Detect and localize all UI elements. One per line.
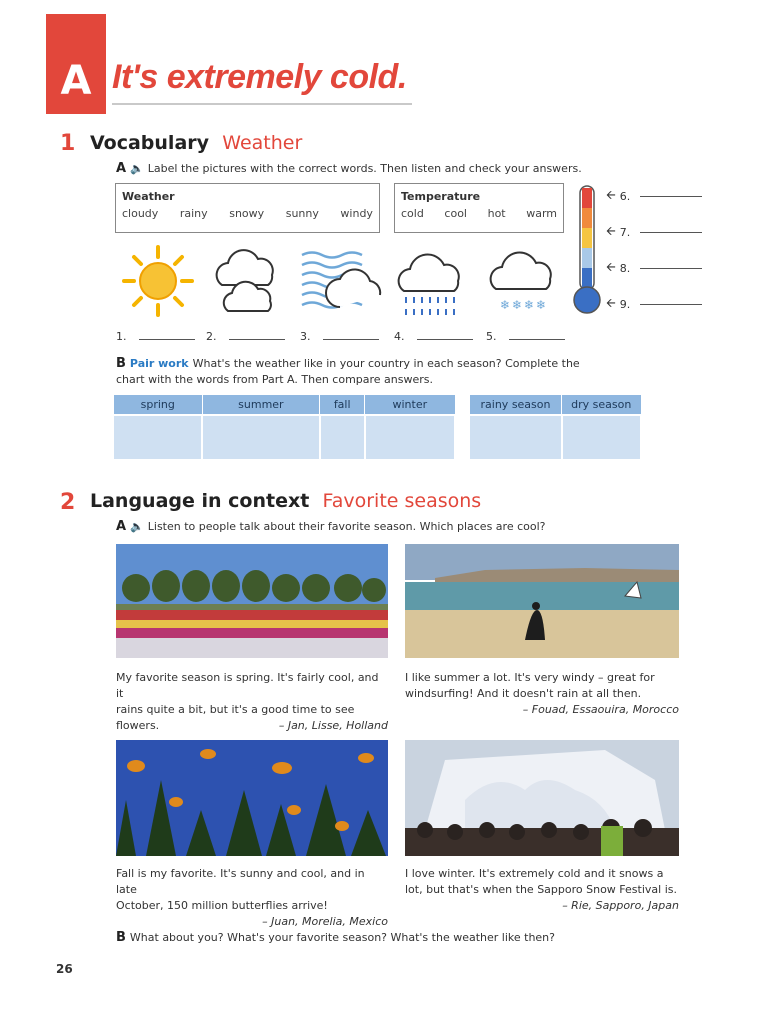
- temp-label-8: [606, 258, 702, 279]
- answer-blank-4[interactable]: [417, 339, 473, 340]
- partA-letter: A: [116, 519, 127, 534]
- partA-letter: A: [116, 161, 127, 176]
- caption-spring: [116, 670, 388, 734]
- partB-letter: B: [116, 930, 126, 945]
- section2-subtitle: Favorite seasons: [322, 490, 482, 512]
- word-cold: cold: [401, 207, 424, 220]
- unit-badge: [46, 14, 106, 114]
- caption-spring-line2: rains quite a bit, but it's a good time to see: [116, 703, 355, 716]
- temp-number-7: 7.: [619, 226, 631, 239]
- word-hot: hot: [487, 207, 506, 220]
- weather-words: [122, 207, 373, 220]
- caption-spring-line1: My favorite season is spring. It's fairly cool, and it: [116, 671, 379, 700]
- unit-letter: A: [60, 58, 92, 104]
- audio-speaker-icon[interactable]: 🔈: [130, 520, 144, 533]
- temperature-word-box: [394, 183, 564, 233]
- caption-winter: [405, 866, 679, 914]
- arrow-left-icon: 🡨: [606, 296, 616, 310]
- section2-number: 2: [60, 490, 76, 515]
- word-warm: warm: [526, 207, 557, 220]
- answer-blank-3[interactable]: [323, 339, 379, 340]
- svg-text:❄: ❄: [512, 298, 523, 312]
- picture-label-2: [206, 330, 285, 343]
- picture-label-1: [116, 330, 195, 343]
- partB-line1: What's the weather like in your country in each season? Complete the: [192, 357, 580, 370]
- sunny-icon: [122, 245, 194, 317]
- word-cool: cool: [444, 207, 467, 220]
- title-divider: [112, 103, 412, 105]
- picture-number-4: 4.: [394, 330, 405, 343]
- windy-icon: [300, 245, 382, 317]
- caption-winter-line2: lot, but that's when the Sapporo Snow Festival is.: [405, 883, 677, 896]
- section1-partB-instruction: [116, 356, 580, 388]
- audio-speaker-icon[interactable]: 🔈: [130, 162, 144, 175]
- picture-label-3: [300, 330, 379, 343]
- section2-partA-text: Listen to people talk about their favorite season. Which places are cool?: [147, 520, 546, 533]
- cloudy-icon: [206, 245, 286, 317]
- temp-blank-8[interactable]: [640, 268, 702, 269]
- picture-number-2: 2.: [206, 330, 217, 343]
- season-header-spring: spring: [114, 395, 202, 415]
- season-header-dry: dry season: [562, 395, 641, 415]
- section2-title: [90, 490, 481, 512]
- picture-number-3: 3.: [300, 330, 311, 343]
- arrow-left-icon: 🡨: [606, 224, 616, 238]
- section2-partB-text: What about you? What's your favorite season? What's the weather like then?: [129, 931, 555, 944]
- snowy-icon: [486, 245, 566, 317]
- lesson-title: It's extremely cold.: [112, 58, 407, 96]
- caption-spring-signature: – Jan, Lisse, Holland: [278, 719, 388, 732]
- caption-summer-signature: – Fouad, Essaouira, Morocco: [522, 703, 679, 716]
- butterflies-photo: [116, 740, 388, 856]
- season-header-fall: fall: [320, 395, 365, 415]
- svg-text:❄: ❄: [500, 298, 511, 312]
- season-cell-dry[interactable]: [562, 415, 641, 459]
- temp-label-7: [606, 222, 702, 243]
- tulip-field-photo: [116, 544, 388, 658]
- temp-number-6: 6.: [619, 190, 631, 203]
- caption-summer-line2: windsurfing! And it doesn't rain at all then.: [405, 687, 642, 700]
- pair-work-label: Pair work: [129, 357, 189, 370]
- caption-winter-signature: – Rie, Sapporo, Japan: [562, 899, 679, 912]
- partA-text: Label the pictures with the correct words. Then listen and check your answers.: [147, 162, 582, 175]
- picture-number-5: 5.: [486, 330, 497, 343]
- section2-partA-instruction: [116, 519, 546, 534]
- section1-title: [90, 132, 302, 154]
- season-cell-winter[interactable]: [365, 415, 455, 459]
- snow-festival-photo: [405, 740, 679, 856]
- section1-subtitle: Weather: [222, 132, 303, 154]
- season-header-rainy: rainy season: [470, 395, 562, 415]
- answer-blank-5[interactable]: [509, 339, 565, 340]
- temp-blank-9[interactable]: [640, 304, 702, 305]
- season-cell-rainy[interactable]: [470, 415, 562, 459]
- temperature-box-heading: Temperature: [401, 190, 481, 203]
- arrow-left-icon: 🡨: [606, 188, 616, 202]
- word-rainy: rainy: [179, 207, 208, 220]
- caption-fall-signature: – Juan, Morelia, Mexico: [262, 915, 388, 928]
- arrow-left-icon: 🡨: [606, 260, 616, 274]
- svg-text:❄: ❄: [536, 298, 547, 312]
- picture-label-5: [486, 330, 565, 343]
- caption-summer: [405, 670, 679, 718]
- word-snowy: snowy: [229, 207, 265, 220]
- beach-photo: [405, 544, 679, 658]
- rainy-icon: [394, 245, 474, 319]
- season-cell-spring[interactable]: [114, 415, 202, 459]
- section1-title-text: Vocabulary: [90, 132, 210, 154]
- section2-title-text: Language in context: [90, 490, 310, 512]
- partB-letter: B: [116, 356, 126, 371]
- caption-fall-line1: Fall is my favorite. It's sunny and cool, and in late: [116, 867, 365, 896]
- temp-number-8: 8.: [619, 262, 631, 275]
- picture-number-1: 1.: [116, 330, 127, 343]
- temp-number-9: 9.: [619, 298, 631, 311]
- section2-partB-instruction: [116, 930, 555, 945]
- caption-summer-line1: I like summer a lot. It's very windy – great for: [405, 671, 655, 684]
- season-chart: [114, 395, 456, 459]
- svg-text:❄: ❄: [524, 298, 535, 312]
- weather-word-box: [115, 183, 380, 233]
- page-number: 26: [56, 962, 73, 976]
- temp-label-6: [606, 186, 702, 207]
- temp-label-9: [606, 294, 702, 315]
- caption-fall-line2: October, 150 million butterflies arrive!: [116, 899, 328, 912]
- season-cell-fall[interactable]: [320, 415, 365, 459]
- section1-partA-instruction: [116, 161, 582, 176]
- caption-winter-line1: I love winter. It's extremely cold and it snows a: [405, 867, 664, 880]
- temperature-words: [401, 207, 557, 220]
- thermometer-icon: [572, 184, 602, 318]
- temp-blank-7[interactable]: [640, 232, 702, 233]
- word-windy: windy: [340, 207, 373, 220]
- answer-blank-1[interactable]: [139, 339, 195, 340]
- temp-blank-6[interactable]: [640, 196, 702, 197]
- word-cloudy: cloudy: [122, 207, 159, 220]
- section1-number: 1: [60, 131, 76, 156]
- caption-fall: [116, 866, 388, 930]
- tropical-season-chart: [470, 395, 642, 459]
- season-cell-summer[interactable]: [202, 415, 320, 459]
- picture-label-4: [394, 330, 473, 343]
- answer-blank-2[interactable]: [229, 339, 285, 340]
- word-sunny: sunny: [285, 207, 319, 220]
- caption-spring-line3: flowers.: [116, 719, 160, 732]
- partB-line2: chart with the words from Part A. Then compare answers.: [116, 373, 434, 386]
- season-header-winter: winter: [365, 395, 455, 415]
- weather-box-heading: Weather: [122, 190, 175, 203]
- season-header-summer: summer: [202, 395, 320, 415]
